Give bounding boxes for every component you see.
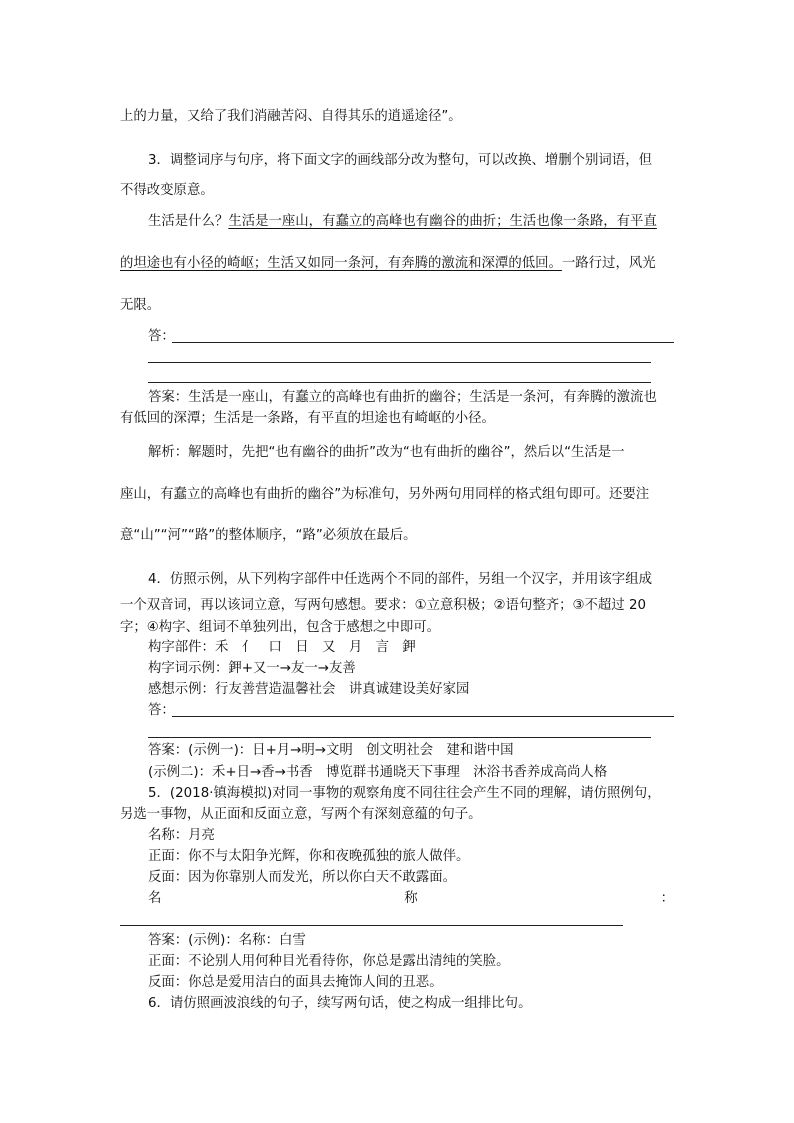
question-5-line-1: 5．(2018·镇海模拟)对同一事物的观察角度不同往往会产生不同的理解，请仿照例句，	[148, 786, 661, 801]
answer-line[interactable]	[120, 925, 623, 926]
answer-line[interactable]	[148, 382, 651, 383]
question-5-answer-name: 答案：(示例)：名称：白雪	[148, 933, 306, 948]
question-3-line-1: 3．调整词序与句序，将下面文字的画线部分改为整句，可以改换、增删个别词语，但	[148, 153, 652, 168]
question-6-line-1: 6．请仿照画波浪线的句子，续写两句话，使之构成一组排比句。	[148, 996, 532, 1011]
question-3-underlined-text-2: 的坦途也有小径的崎岖；生活又如同一条河，有奔腾的激流和深潭的低回。	[120, 256, 562, 271]
question-4-answer-line-1: 答案：(示例一)：日+月→明→文明 创文明社会 建和谐中国	[148, 743, 514, 758]
question-5-fill-char-2: 称	[404, 891, 418, 906]
answer-line[interactable]	[148, 737, 651, 738]
question-5-fill-in-row	[148, 890, 674, 908]
question-3-text-tail: 一路行过，风光	[561, 256, 656, 271]
question-3-line-2: 不得改变原意。	[120, 183, 214, 198]
question-4-answer-label: 答：	[148, 703, 175, 718]
question-3-answer-line-2: 有低回的深潭；生活是一条路，有平直的坦途也有崎岖的小径。	[120, 411, 495, 426]
question-3-explanation-line-3: 意“山”“河”“路”的整体顺序，“路”必须放在最后。	[120, 528, 417, 543]
question-3-text-line-3: 无限。	[120, 298, 161, 313]
question-3-explanation-line-1: 解析：解题时，先把“也有幽谷的曲折”改为“也有曲折的幽谷”，然后以“生活是一	[148, 445, 625, 460]
question-5-name-example: 名称：月亮	[148, 828, 215, 843]
answer-line[interactable]	[172, 716, 674, 717]
question-5-answer-front: 正面：不论别人用何种目光看待你，你总是露出清纯的笑脸。	[148, 954, 510, 969]
question-3-explanation-line-2: 座山，有蠢立的高峰也有曲折的幽谷”为标准句，另外两句用同样的格式组句即可。还要注	[120, 487, 650, 502]
question-5-back-example: 反面：因为你靠别人而发光，所以你白天不敢露面。	[148, 870, 456, 885]
question-4-word-example: 构字词示例：鉀+又一→友一→友善	[148, 661, 356, 676]
paragraph-continuation: 上的力量，又给了我们消融苦闷、自得其乐的逍遥途径”。	[120, 109, 462, 124]
question-5-fill-char-1: 名	[148, 891, 162, 906]
question-4-parts: 构字部件：禾 亻 口 日 又 月 言 鉀	[148, 640, 416, 655]
question-4-line-2: 一个双音词，再以该词立意，写两句感想。要求：①立意积极；②语句整齐；③不超过 20	[120, 598, 646, 613]
question-4-answer-line-2: (示例二)：禾+日→香→书香 博览群书通晓天下事理 沐浴书香养成高尚人格	[148, 765, 608, 780]
question-3-text-lead: 生活是什么？	[148, 214, 229, 229]
question-3-underlined-text-1: 生活是一座山，有蠢立的高峰也有幽谷的曲折；生活也像一条路，有平直	[228, 214, 657, 229]
question-4-idea-example: 感想示例：行友善营造温馨社会 讲真诚建设美好家园	[148, 682, 470, 697]
question-4-line-3: 字；④构字、组词不单独列出，包含于感想之中即可。	[120, 620, 440, 635]
question-5-front-example: 正面：你不与太阳争光辉，你和夜晚孤独的旅人做伴。	[148, 849, 470, 864]
question-3-answer-line-1: 答案：生活是一座山，有蠢立的高峰也有曲折的幽谷；生活是一条河，有奔腾的激流也	[148, 390, 657, 405]
question-3-text-line-2	[120, 255, 656, 273]
question-5-line-2: 另选一事物，从正面和反面立意，写两个有深刻意蕴的句子。	[120, 807, 482, 822]
question-5-answer-back: 反面：你总是爱用洁白的面具去掩饰人间的丑恶。	[148, 975, 443, 990]
question-5-fill-colon: ：	[660, 891, 674, 906]
answer-line[interactable]	[172, 342, 674, 343]
answer-line[interactable]	[148, 362, 651, 363]
question-3-answer-label: 答：	[148, 329, 175, 344]
question-4-line-1: 4．仿照示例，从下列构字部件中任选两个不同的部件，另组一个汉字，并用该字组成	[148, 572, 652, 587]
question-3-text-line-1	[148, 213, 657, 231]
